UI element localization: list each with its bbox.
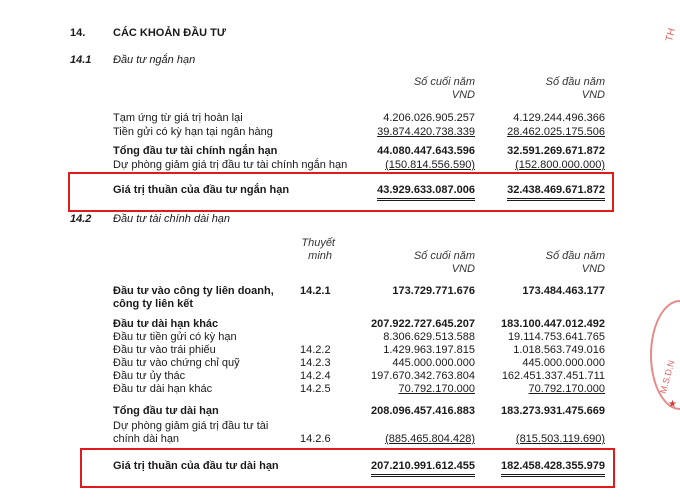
short-net-end: 43.929.633.087.006 xyxy=(377,184,475,201)
long-total-begin: 183.273.931.475.669 xyxy=(501,405,605,417)
row-label: Tạm ứng từ giá trị hoàn lại xyxy=(113,112,243,124)
long-net-label: Giá trị thuần của đầu tư dài hạn xyxy=(113,460,279,472)
sub-row-begin: 162.451.337.451.711 xyxy=(501,370,605,382)
sub-row-note: 14.2.3 xyxy=(300,357,331,369)
sub-row-note: 14.2.2 xyxy=(300,344,331,356)
sub-row-label: Đầu tư vào chứng chỉ quỹ xyxy=(113,357,240,369)
col-header-note-2: minh xyxy=(308,250,332,262)
jv-end: 173.729.771.676 xyxy=(392,285,475,297)
jv-note: 14.2.1 xyxy=(300,285,331,297)
long-provision-label-2: chính dài hạn xyxy=(113,433,180,445)
stamp-text: M.S.D.N xyxy=(658,359,677,395)
long-total-label: Tổng đầu tư dài hạn xyxy=(113,405,219,417)
col-header-end-unit: VND xyxy=(451,263,475,275)
col-header-note: Thuyết xyxy=(301,237,335,249)
sub-row-end: 1.429.963.197.815 xyxy=(383,344,475,356)
subsection-number-short: 14.1 xyxy=(70,54,92,66)
short-provision-label: Dự phòng giảm giá trị đầu tư tài chính ngắn hạn xyxy=(113,159,348,171)
col-header-begin: Số đầu năm xyxy=(545,76,605,88)
subsection-number-long: 14.2 xyxy=(70,213,92,225)
col-header-end: Số cuối năm xyxy=(413,250,475,262)
long-provision-begin: (815.503.119.690) xyxy=(515,433,605,445)
short-net-begin: 32.438.469.671.872 xyxy=(507,184,605,201)
short-total-label: Tổng đầu tư tài chính ngắn hạn xyxy=(113,145,278,157)
stamp-text-top: TH xyxy=(664,27,679,43)
section-number: 14. xyxy=(70,27,86,39)
col-header-begin: Số đầu năm xyxy=(545,250,605,262)
sub-row-end: 197.670.342.763.804 xyxy=(371,370,475,382)
long-net-begin: 182.458.428.355.979 xyxy=(501,460,605,477)
short-provision-end: (150.814.556.590) xyxy=(385,159,475,171)
col-header-end-unit: VND xyxy=(451,89,475,101)
star-icon: ★ xyxy=(668,399,677,410)
sub-row-begin: 1.018.563.749.016 xyxy=(513,344,605,356)
sub-row-end: 8.306.629.513.588 xyxy=(383,331,475,343)
sub-row-begin: 19.114.753.641.765 xyxy=(507,331,605,343)
row-value-end: 4.206.026.905.257 xyxy=(383,112,475,124)
subsection-title-short: Đầu tư ngắn hạn xyxy=(113,54,196,66)
jv-label: Đầu tư vào công ty liên doanh, xyxy=(113,285,274,297)
long-provision-note: 14.2.6 xyxy=(300,433,331,445)
row-value-end: 39.874.420.738.339 xyxy=(377,126,475,138)
short-total-begin: 32.591.269.671.872 xyxy=(507,145,605,157)
long-provision-label: Dự phòng giảm giá trị đầu tư tài xyxy=(113,420,269,432)
long-net-end: 207.210.991.612.455 xyxy=(371,460,475,477)
col-header-end: Số cuối năm xyxy=(413,76,475,88)
short-total-end: 44.080.447.643.596 xyxy=(377,145,475,157)
sub-row-label: Đầu tư vào trái phiếu xyxy=(113,344,216,356)
long-provision-end: (885.465.804.428) xyxy=(385,433,475,445)
row-value-begin: 28.462.025.175.506 xyxy=(507,126,605,138)
sub-row-end: 445.000.000.000 xyxy=(392,357,475,369)
sub-row-begin: 445.000.000.000 xyxy=(522,357,605,369)
other-begin: 183.100.447.012.492 xyxy=(501,318,605,330)
sub-row-note: 14.2.5 xyxy=(300,383,331,395)
long-total-end: 208.096.457.416.883 xyxy=(371,405,475,417)
other-end: 207.922.727.645.207 xyxy=(371,318,475,330)
sub-row-label: Đầu tư dài hạn khác xyxy=(113,383,213,395)
jv-begin: 173.484.463.177 xyxy=(522,285,605,297)
row-value-begin: 4.129.244.496.366 xyxy=(513,112,605,124)
col-header-begin-unit: VND xyxy=(581,89,605,101)
short-provision-begin: (152.800.000.000) xyxy=(515,159,605,171)
col-header-begin-unit: VND xyxy=(581,263,605,275)
sub-row-label: Đầu tư ủy thác xyxy=(113,370,186,382)
sub-row-end: 70.792.170.000 xyxy=(398,383,475,395)
row-label: Tiền gửi có kỳ hạn tại ngân hàng xyxy=(113,126,273,138)
short-net-label: Giá trị thuần của đầu tư ngắn hạn xyxy=(113,184,290,196)
jv-label-2: công ty liên kết xyxy=(113,298,194,310)
section-title: CÁC KHOẢN ĐẦU TƯ xyxy=(113,27,227,39)
sub-row-label: Đầu tư tiền gửi có kỳ hạn xyxy=(113,331,237,343)
subsection-title-long: Đầu tư tài chính dài hạn xyxy=(113,213,231,225)
sub-row-note: 14.2.4 xyxy=(300,370,331,382)
sub-row-begin: 70.792.170.000 xyxy=(528,383,605,395)
other-label: Đầu tư dài hạn khác xyxy=(113,318,219,330)
